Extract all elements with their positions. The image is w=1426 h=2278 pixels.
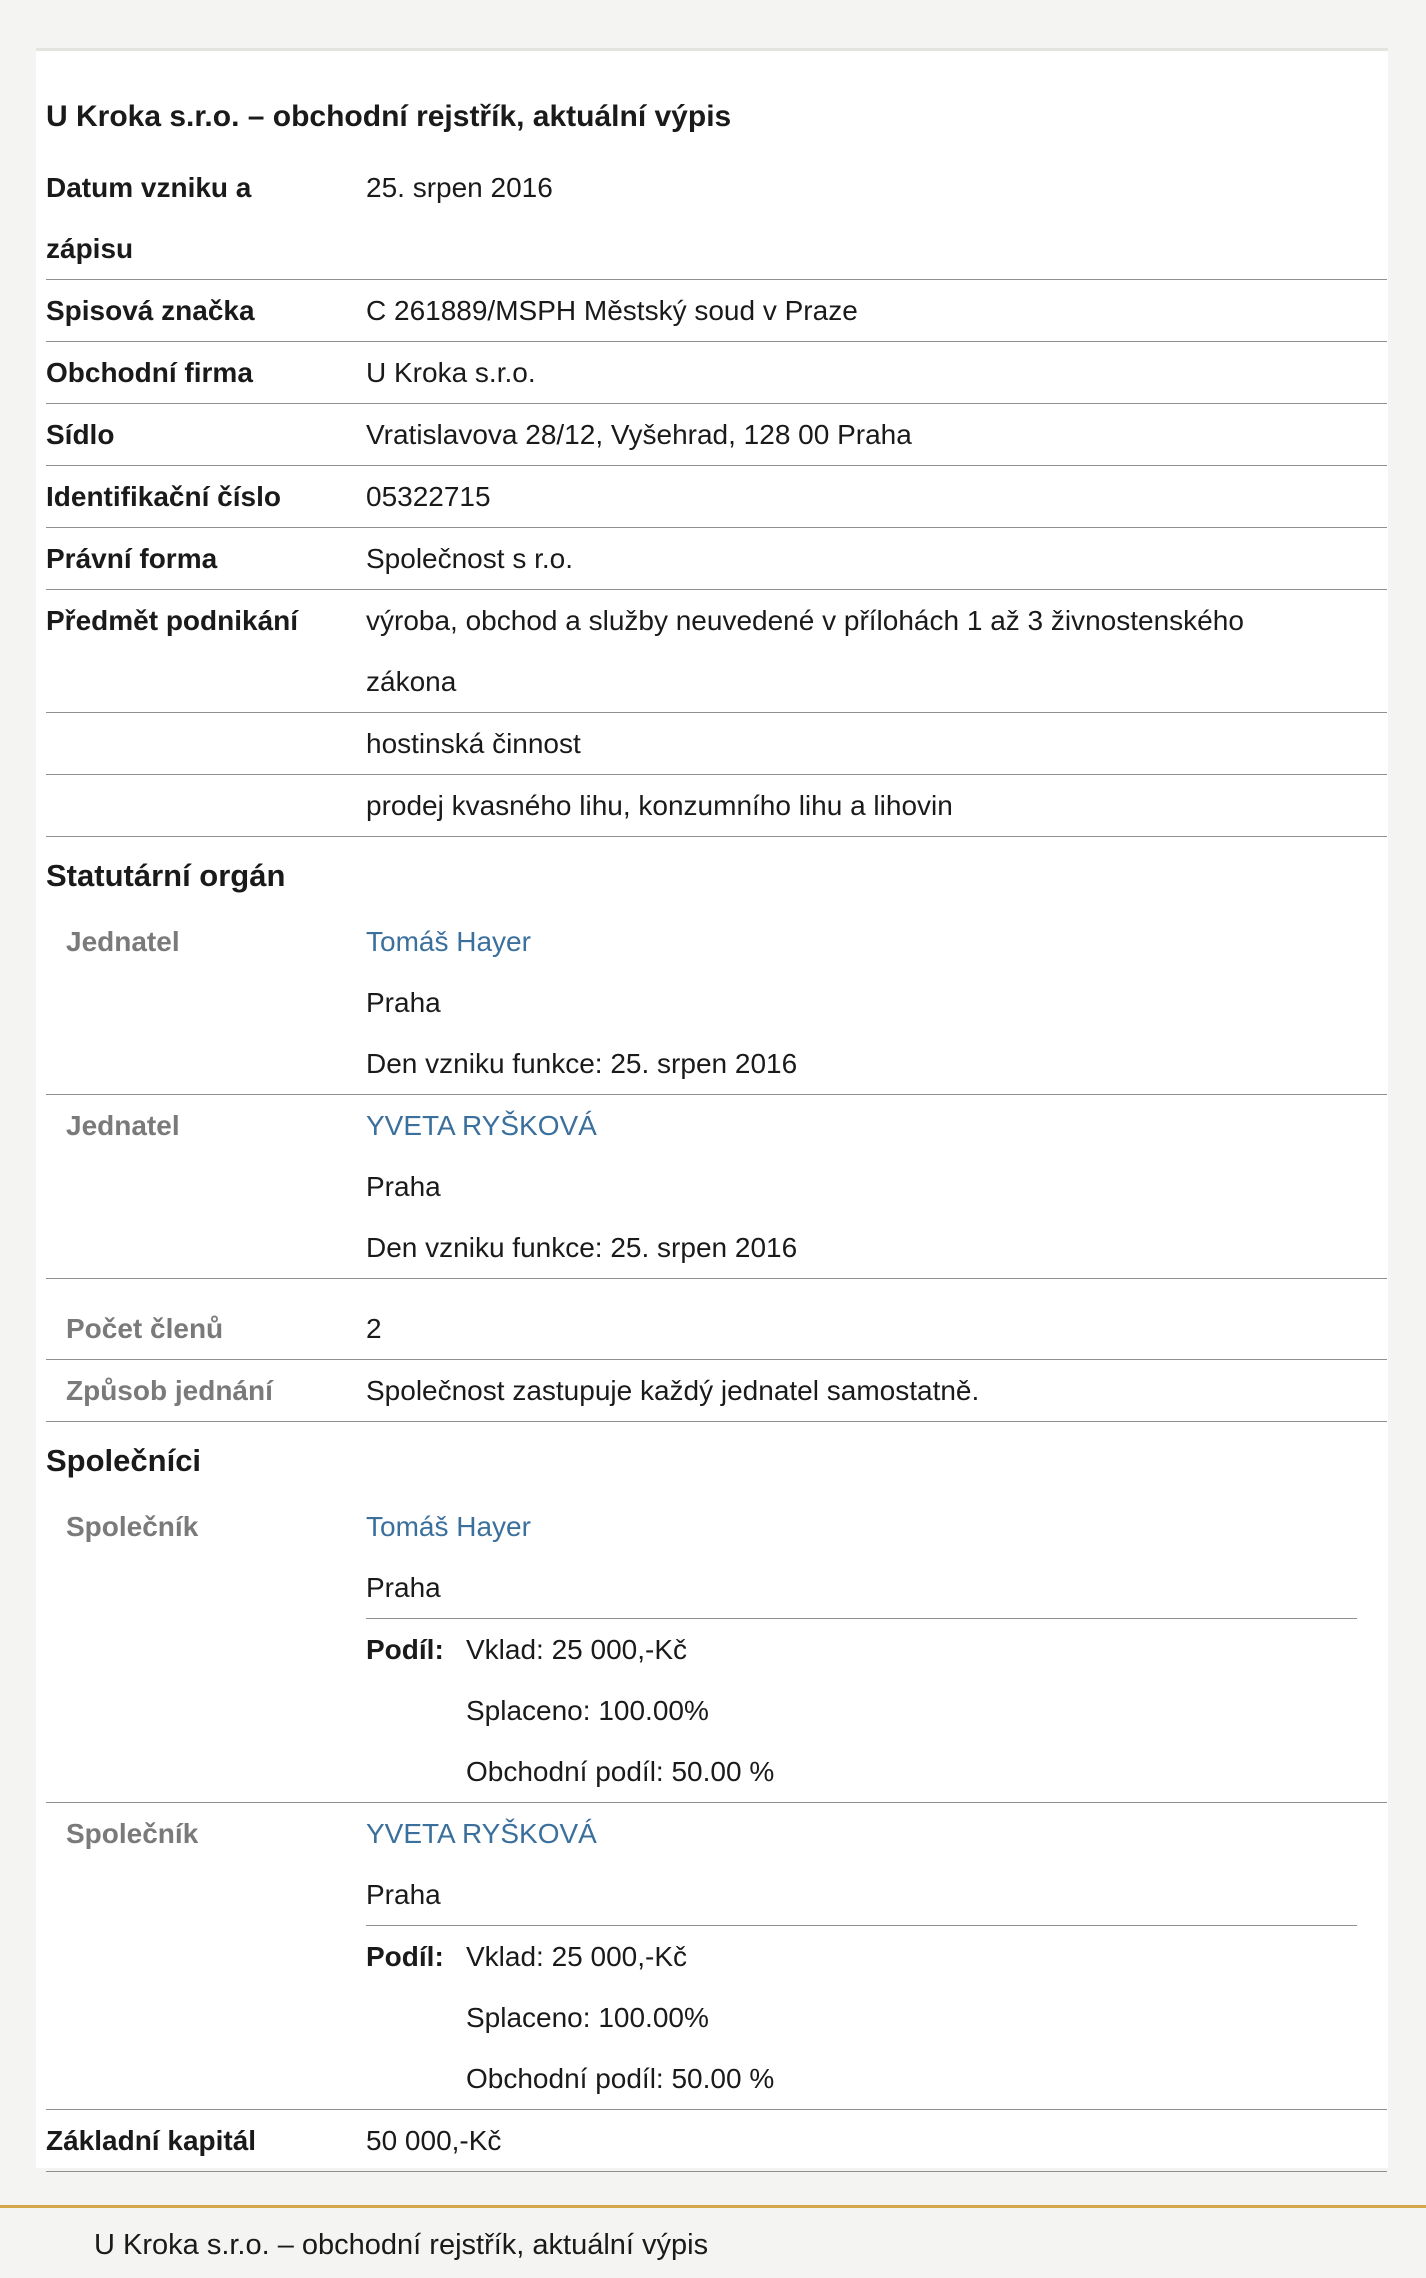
member-city: Praha <box>366 1171 441 1202</box>
row-value: Společnost zastupuje každý jednatel samostatně. <box>366 1375 980 1406</box>
partner-name-link[interactable]: YVETA RYŠKOVÁ <box>366 1818 597 1849</box>
row-acting-method <box>46 1360 1387 1422</box>
row-registered-capital <box>46 2110 1387 2172</box>
row-business-activity <box>46 590 1387 713</box>
row-label-empty <box>46 713 366 774</box>
row-label: Základní kapitál <box>46 2125 257 2156</box>
row-file-number <box>46 280 1387 342</box>
business-item: prodej kvasného lihu, konzumního lihu a lihovin <box>366 790 953 821</box>
row-founding-date <box>46 157 1387 280</box>
member-role: Jednatel <box>66 1110 180 1141</box>
share-details <box>466 1619 1357 1802</box>
row-label: Identifikační číslo <box>46 481 281 512</box>
partner-city: Praha <box>366 1572 441 1603</box>
member-details <box>366 911 1387 1094</box>
member-since: Den vzniku funkce: 25. srpen 2016 <box>366 1232 798 1263</box>
row-value: 50 000,-Kč <box>366 2125 502 2156</box>
partner <box>46 1803 1387 2110</box>
page-title: U Kroka s.r.o. – obchodní rejstřík, aktuální výpis <box>46 100 732 133</box>
partner-city: Praha <box>366 1879 441 1910</box>
share-percent: Obchodní podíl: 50.00 % <box>466 2063 775 2094</box>
row-label-empty <box>46 775 366 836</box>
row-label: Obchodní firma <box>46 357 253 388</box>
share-label: Podíl: <box>366 1941 444 1972</box>
partner-role: Společník <box>66 1818 199 1849</box>
extract-content <box>46 95 1387 2172</box>
footer-text: U Kroka s.r.o. – obchodní rejstřík, aktuální výpis <box>94 2229 709 2261</box>
share-deposit: Vklad: 25 000,-Kč <box>466 1941 688 1972</box>
statutory-member <box>46 911 1387 1095</box>
member-name-link[interactable]: YVETA RYŠKOVÁ <box>366 1110 597 1141</box>
row-member-count <box>46 1279 1387 1360</box>
member-details <box>366 1095 1387 1278</box>
row-company-name <box>46 342 1387 404</box>
share-paid: Splaceno: 100.00% <box>466 1695 709 1726</box>
business-item: výroba, obchod a služby neuvedené v přílohách 1 až 3 živnostenského zákona <box>366 605 1244 697</box>
partner-role: Společník <box>66 1511 199 1542</box>
footer-divider <box>0 2205 1426 2208</box>
row-value: 25. srpen 2016 <box>366 172 553 203</box>
share-deposit: Vklad: 25 000,-Kč <box>466 1634 688 1665</box>
extract-panel <box>36 48 1388 2168</box>
partner <box>46 1496 1387 1803</box>
row-label: Sídlo <box>46 419 115 450</box>
row-address <box>46 404 1387 466</box>
row-label: Datum vzniku a zápisu <box>46 172 252 264</box>
member-since: Den vzniku funkce: 25. srpen 2016 <box>366 1048 798 1079</box>
section-title-statutory: Statutární orgán <box>46 858 286 893</box>
row-business-activity <box>46 713 1387 775</box>
share-label: Podíl: <box>366 1634 444 1665</box>
row-company-id <box>46 466 1387 528</box>
statutory-member <box>46 1095 1387 1279</box>
share-percent: Obchodní podíl: 50.00 % <box>466 1756 775 1787</box>
row-label: Právní forma <box>46 543 218 574</box>
row-value: 05322715 <box>366 481 491 512</box>
row-label: Počet členů <box>66 1313 224 1344</box>
row-business-activity <box>46 775 1387 837</box>
business-item: hostinská činnost <box>366 728 581 759</box>
share-paid: Splaceno: 100.00% <box>466 2002 709 2033</box>
row-value: Společnost s r.o. <box>366 543 574 574</box>
row-label: Předmět podnikání <box>46 605 299 636</box>
row-value: C 261889/MSPH Městský soud v Praze <box>366 295 858 326</box>
partner-share <box>366 1925 1357 2109</box>
section-title-partners: Společníci <box>46 1443 202 1478</box>
member-city: Praha <box>366 987 441 1018</box>
row-label: Spisová značka <box>46 295 255 326</box>
member-name-link[interactable]: Tomáš Hayer <box>366 926 531 957</box>
row-value: U Kroka s.r.o. <box>366 357 536 388</box>
partner-name-link[interactable]: Tomáš Hayer <box>366 1511 531 1542</box>
share-details <box>466 1926 1357 2109</box>
partner-share <box>366 1618 1357 1802</box>
row-label: Způsob jednání <box>66 1375 273 1406</box>
member-role: Jednatel <box>66 926 180 957</box>
partner-details <box>366 1803 1387 2109</box>
row-legal-form <box>46 528 1387 590</box>
partner-details <box>366 1496 1387 1802</box>
row-value: 2 <box>366 1313 382 1344</box>
row-value: Vratislavova 28/12, Vyšehrad, 128 00 Praha <box>366 419 912 450</box>
